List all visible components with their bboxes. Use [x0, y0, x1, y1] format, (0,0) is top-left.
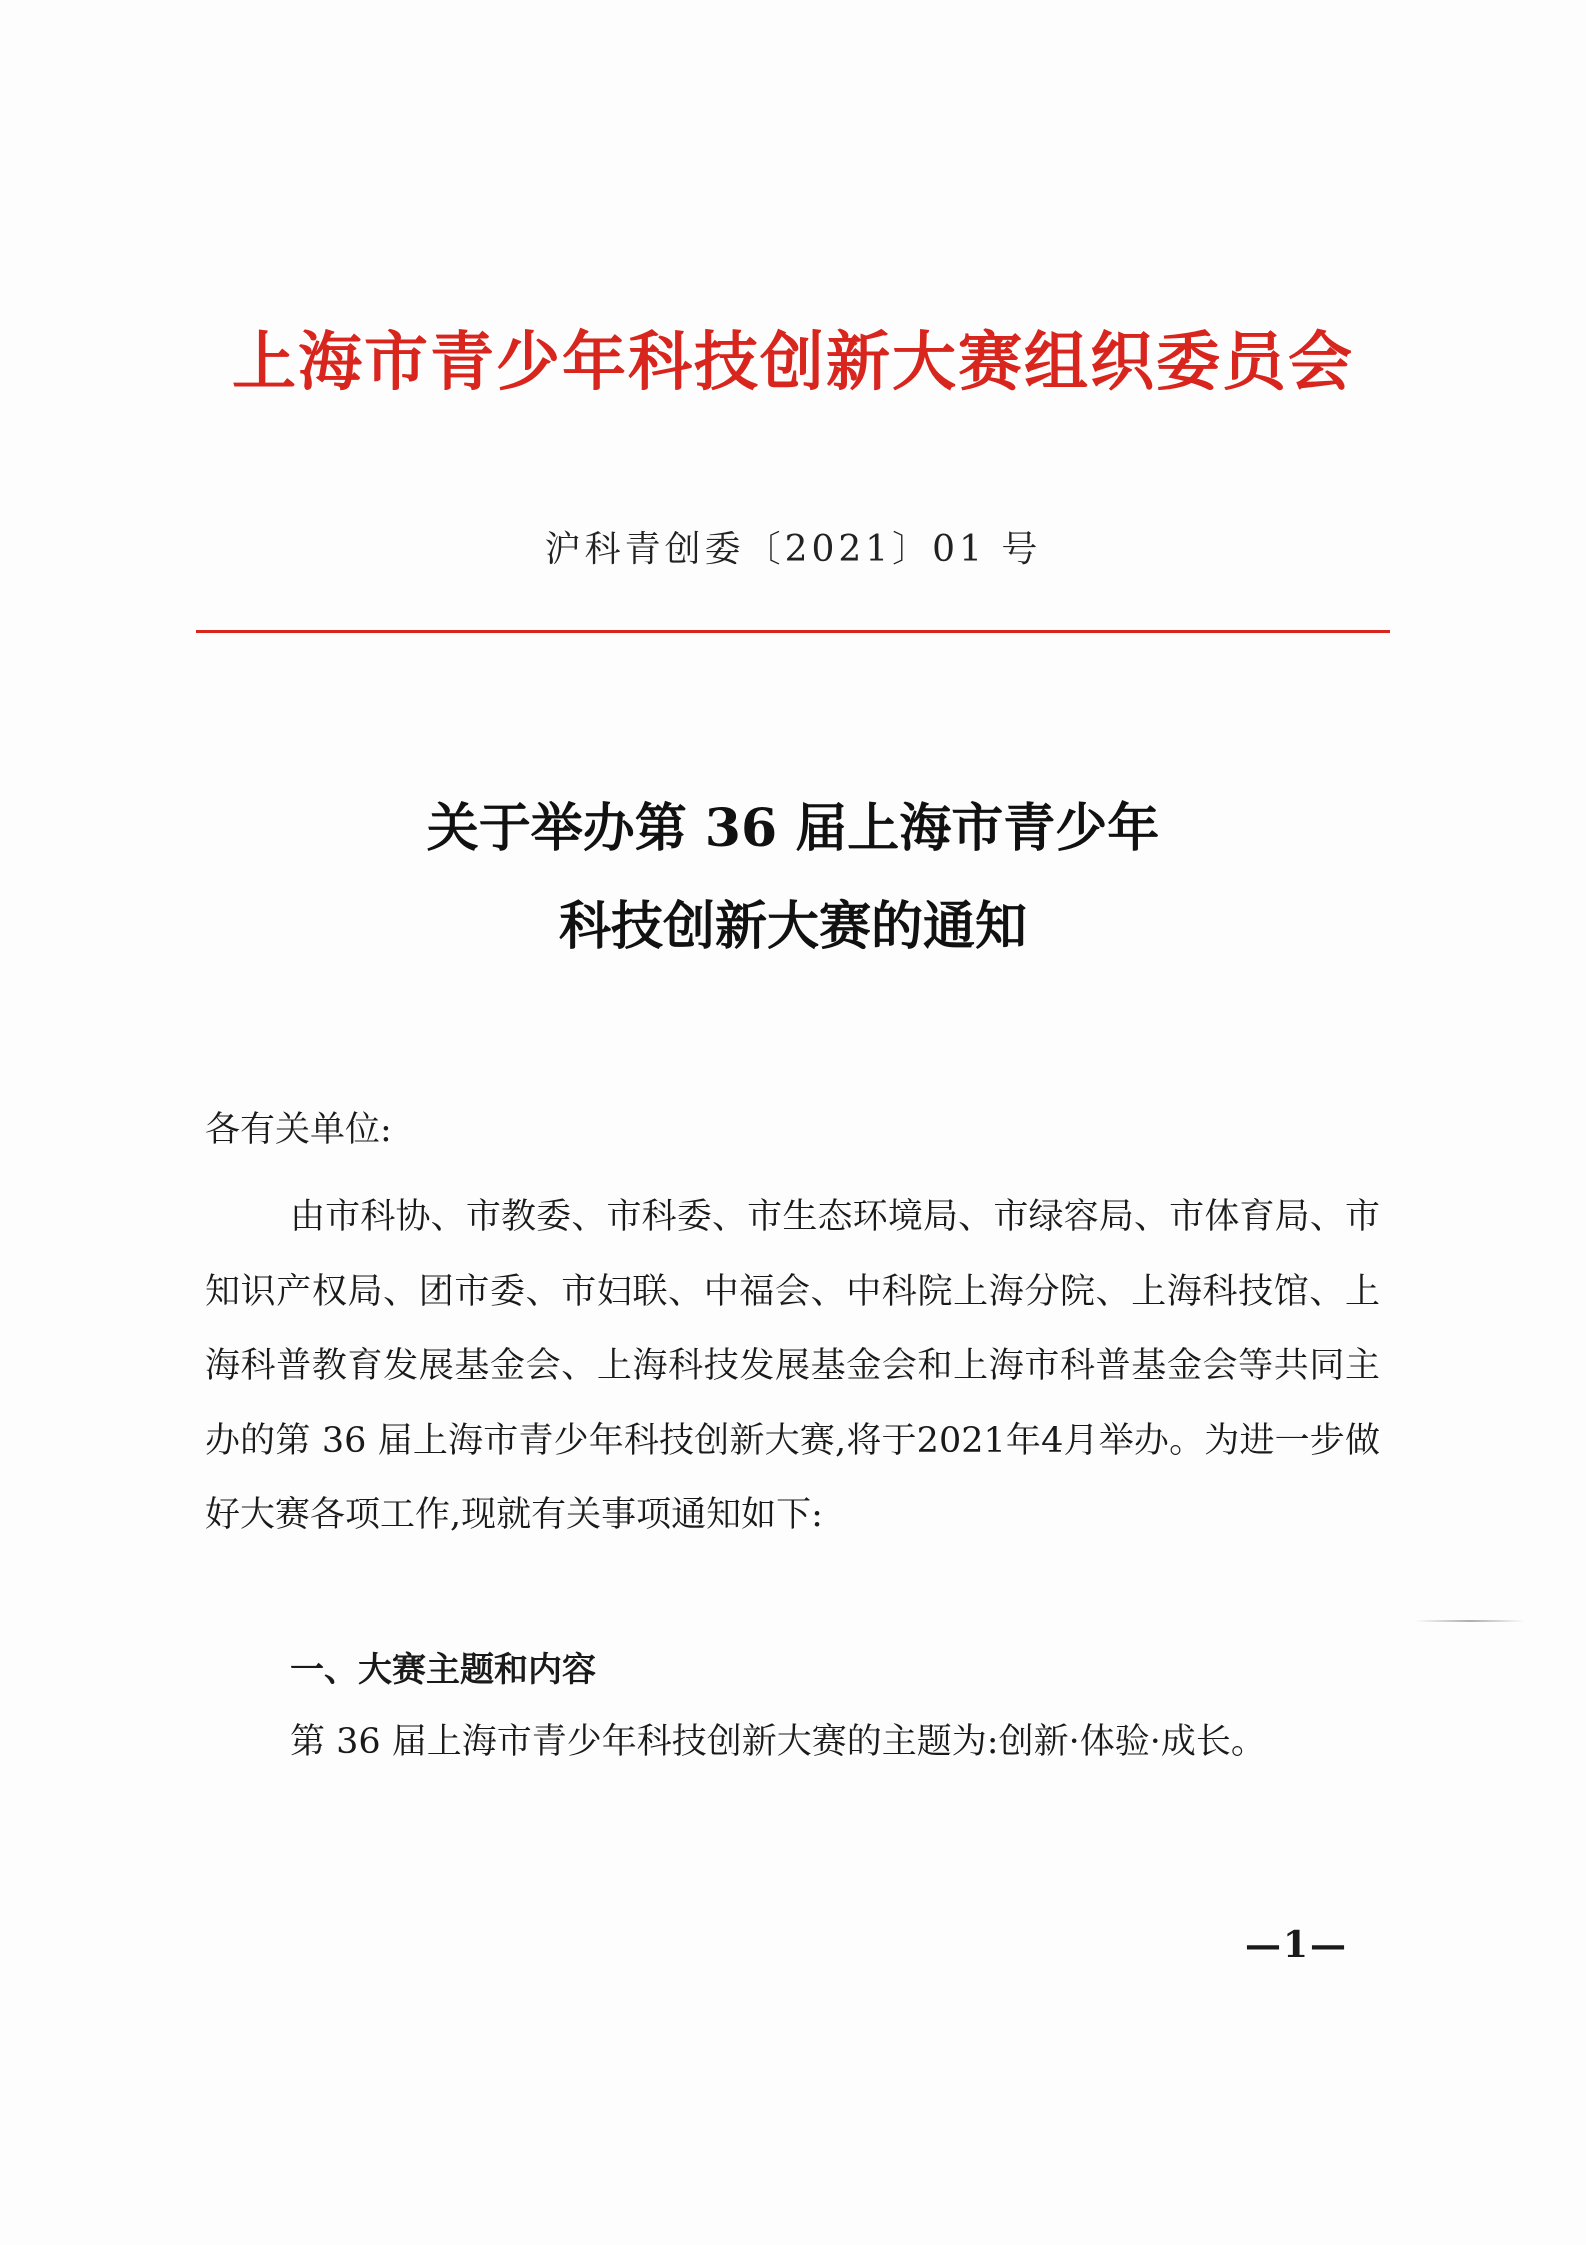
notice-title-line-2: 科技创新大赛的通知 [558, 896, 1027, 957]
salutation: 各有关单位: [205, 1110, 392, 1150]
red-divider-line [196, 630, 1390, 633]
body-paragraph-2: 第 36 届上海市青少年科技创新大赛的主题为:创新·体验·成长。 [290, 1722, 1266, 1762]
notice-title [0, 780, 1586, 976]
scan-artifact-mark [1415, 1620, 1525, 1622]
notice-title-line-1: 关于举办第 36 届上海市青少年 [426, 798, 1160, 859]
section-heading-1: 一、大赛主题和内容 [290, 1650, 596, 1690]
page-number: —1— [1245, 1924, 1349, 1966]
body-paragraph-1: 由市科协、市教委、市科委、市生态环境局、市绿容局、市体育局、市知识产权局、团市委、市妇联、中福会、中科院上海分院、上海科技馆、上海科普教育发展基金会、上海科技发展基金会和上海市科普基金会等共同主办的第 36 届上海市青少年科技创新大赛,将于2021年4月举办。为进一步做好大赛各项工作,现就有关事项通知如下: [205, 1197, 1380, 1535]
document-number: 沪科青创委〔2021〕01 号 [544, 529, 1042, 570]
organization-header: 上海市青少年科技创新大赛组织委员会 [232, 326, 1354, 400]
